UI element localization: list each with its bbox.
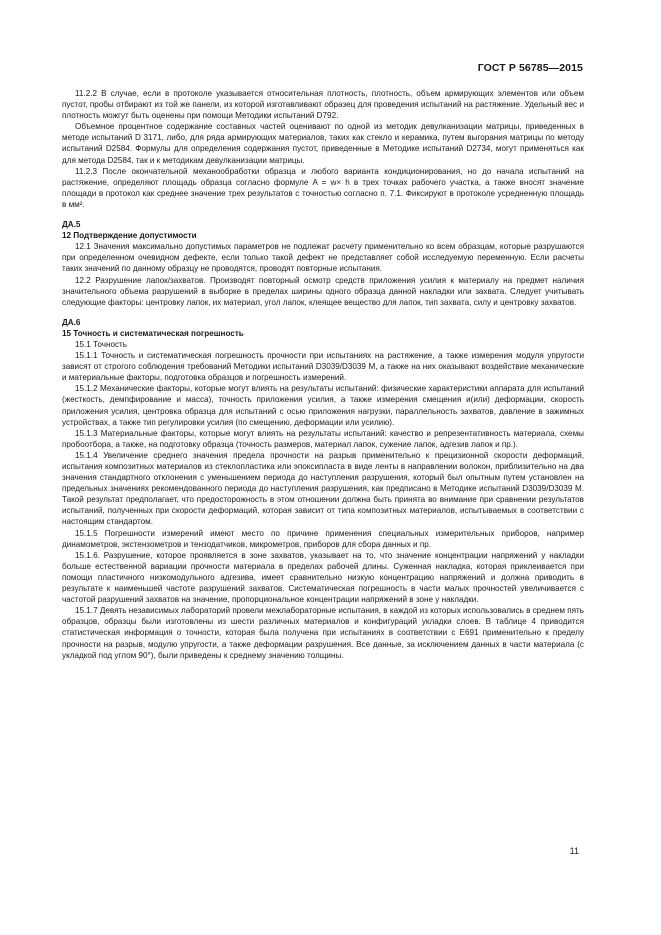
paragraph-15-1-7: 15.1.7 Девять независимых лабораторий провели межлабораторные испытания, в каждой из которых использовались в среднем пять образцов, образцы были изготовлены из шести различных материалов и конфигураций укладки слоев. В таблице 4 приводится статистическая информация о точности, которая была получена при испытаниях в соответствии с Е691 применительно к пределу прочности на разрыв, модулю упругости, а также деформации разрушения. Все данные, за исключением данных в части материала (с укладкой под углом 90°), были приведены к среднему значению толщины. bbox=[62, 606, 584, 660]
section-label-da6: ДА.6 bbox=[62, 317, 81, 327]
paragraph-15-1-5: 15.1.5 Погрешности измерений имеют место по причине применения специальных измерительных приборов, например динамометров, экстензометров и тензодатчиков, микрометров, приборов для сбора данных и пр. bbox=[62, 528, 584, 549]
section-label-da5: ДА.5 bbox=[62, 220, 81, 230]
paragraph-11-2-3: 11.2.3 После окончательной механообработки образца и любого варианта кондиционирования, но до начала испытаний на растяжение, определяют площадь образца согласно формуле A = w× h в трех точках рабочего участка, а также вносят значение площади в протокол как среднее значение трех результатов с точностью согласно п. 7.1. Фиксируют в протоколе усредненную площадь в мм². bbox=[62, 166, 584, 209]
paragraph-15-1-6: 15.1.6. Разрушение, которое проявляется в зоне захватов, указывает на то, что значение концентрации напряжений у накладки больше естественной вариации прочности материала в пределах рабочей длины. Суженная накладка, которая приклеивается при помощи пластичного низкомодульного адгезива, имеет сравнительно низкую концентрацию напряжений и должна приводить в результате к наименьшей частоте разрушений захватов. Систематическая погрешность в части малых прочностей увеличивается с частотой разрушений захватов на значение, пропорциональное концентрации напряжений в зоне у накладки. bbox=[62, 550, 584, 605]
paragraph-12-1: 12.1 Значения максимально допустимых параметров не подлежат расчету применительно ко всем образцам, которые разрушаются при определенном очевидном дефекте, если только такой дефект не представляет собой исследуемую переменную. Если расчеты таких значений по данному образцу не проводятся, проводят повторные испытания. bbox=[62, 242, 584, 274]
paragraph-12-2: 12.2 Разрушение лапок/захватов. Производят повторный осмотр средств приложения усилия к материалу на предмет наличия значительного объема разрушений в выборке в пределах ширины одного образца данной накладки или захвата. Следует учитывать следующие факторы: центровку лапок, их материал, угол лапок, клеящее вещество для лапок, тип захвата, силу и центровку захватов. bbox=[62, 275, 584, 307]
paragraph-15-1: 15.1 Точность bbox=[75, 339, 127, 349]
paragraph-15-1-1: 15.1.1 Точность и систематическая погрешность прочности при испытаниях на растяжение, а также измерения модуля упругости зависят от строгого соблюдения требований Методики испытаний D3039/D3039 M, а также на них оказывают воздействие механические и материальные факторы, подготовка образцов и погрешность измерений. bbox=[62, 351, 584, 383]
section-title-15: 15 Точность и систематическая погрешность bbox=[62, 328, 244, 338]
paragraph-15-1-2: 15.1.2 Механические факторы, которые могут влиять на результаты испытаний: физические характеристики аппарата для испытаний (жесткость, демпфирование и масса), точность приложения усилия, а также измерения смещения и(или) деформации, скорость приложения усилия, центровка образца для испытаний с осью приложения нагрузки, параллельность захватов, давление в зажимных устройствах, а также тип регулировки усилия (по смещению, деформации или усилию). bbox=[62, 384, 584, 427]
section-title-12: 12 Подтверждение допустимости bbox=[62, 231, 197, 241]
paragraph-11-2-2: 11.2.2 В случае, если в протоколе указывается относительная плотность, плотность, объем армирующих элементов или объем пустот, пробы отбирают из той же панели, из которой изготавливают образец для проведения испытаний на растяжение. Удельный вес и плотность можгут быть оценены при помощи Методики испытаний D792. bbox=[62, 89, 584, 121]
paragraph-volume-content: Объемное процентное содержание составных частей оценивают по одной из методик девулканизации матрицы, приведенных в методе испытаний D 3171, либо, для ряда армирующих материалов, таких как стекло и керамика, путем выгорания матрицы по методу испытаний D2584. Формулы для определения содержания пустот, приведенные в Методике испытаний D2734, могут применяться как для метода D2584, так и к методикам девулканизации матрицы. bbox=[62, 122, 584, 165]
page-number: 11 bbox=[569, 846, 579, 856]
paragraph-15-1-3: 15.1.3 Материальные факторы, которые могут влиять на результаты испытаний: качество и репрезентативность материала, схемы пробоотбора, а также, на подготовку образца (точность размеров, материал лапок, сужение лапок, адгезив лапок и пр.). bbox=[62, 428, 584, 449]
paragraph-15-1-4: 15.1.4 Увеличение среднего значения предела прочности на разрыв применительно к прецизионной скорости деформаций, испытания композитных материалов из стеклопластика или эпоксипласта в виде ленты в направлении волокон, приблизительно на два значения стандартного отклонения с уменьшением периода до наступления разрушения, который был опытным путем установлен на предельных значениях рекомендованного периода до наступления разрушения, как предписано в Методике испытаний D3039/D3039 M. Такой результат предполагает, что предосторожность в этом отношении должна быть принята во внимание при сравнении результатов испытаний, полученных при скорости деформаций, которая зависит от типа композитных материалов, испытываемых в соответствии с настоящим стандартом. bbox=[62, 450, 584, 527]
document-code-header: ГОСТ Р 56785—2015 bbox=[477, 62, 583, 74]
document-body bbox=[62, 88, 584, 661]
